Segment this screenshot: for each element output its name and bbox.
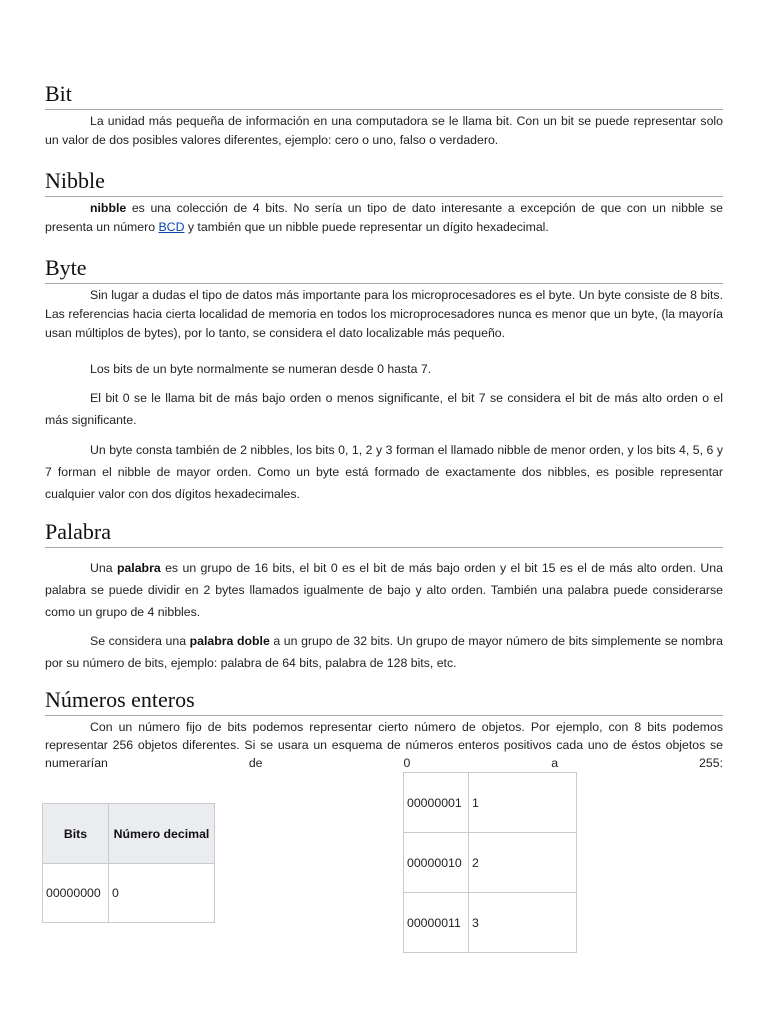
cell-bits: 00000000 <box>43 864 109 923</box>
cell-decimal: 2 <box>469 833 577 893</box>
paragraph-byte-2: Los bits de un byte normalmente se numeran desde 0 hasta 7. <box>90 362 432 376</box>
palabra-text-a: Una <box>90 561 117 575</box>
paragraph-byte-3: El bit 0 se le llama bit de más bajo orden o menos significante, el bit 7 se considera el bit de más alto orden o el más significante. <box>45 391 723 427</box>
paragraph-bit-1: La unidad más pequeña de información en una computadora se le llama bit. Con un bit se puede representar solo un valor de dos posibles valores diferentes, ejemplo: cero o uno, falso o verdadero. <box>45 114 723 147</box>
cell-bits: 00000001 <box>404 773 469 833</box>
term-palabra-doble: palabra doble <box>189 634 270 648</box>
nibble-text-b: y también que un nibble puede representar un dígito hexadecimal. <box>184 220 549 234</box>
paragraph-palabra-1 <box>45 557 723 623</box>
table-row <box>404 833 577 893</box>
term-nibble: nibble <box>90 201 127 215</box>
palabra-doble-text-a: Se considera una <box>90 634 190 648</box>
paragraph-byte-1: Sin lugar a dudas el tipo de datos más importante para los microprocesadores es el byte. Un byte consiste de 8 bits. Las referencias hacia cierta localidad de memoria en todos los microprocesadores nunca es menor que un byte, (la mayoría usan múltiplos de bytes), por lo tanto, se considera el dato localizable más pequeño. <box>45 288 723 340</box>
header-numero-decimal: Número decimal <box>109 804 215 864</box>
paragraph-byte-4: Un byte consta también de 2 nibbles, los bits 0, 1, 2 y 3 forman el llamado nibble de menor orden, y los bits 4, 5, 6 y 7 forman el nibble de mayor orden. Como un byte está formado de exactamente dos nibbles, es posible representar cualquier valor con dos dígitos hexadecimales. <box>45 443 723 501</box>
cell-bits: 00000011 <box>404 893 469 953</box>
heading-byte: Byte <box>45 254 723 284</box>
heading-numeros-enteros: Números enteros <box>45 686 723 716</box>
cell-decimal: 0 <box>109 864 215 923</box>
palabra-text-b: es un grupo de 16 bits, el bit 0 es el bit de más bajo orden y el bit 15 es el de más alto orden. Una palabra se puede dividir en 2 bytes llamados igualmente de bajo y alto orden. También una palabra puede considerarse como un grupo de 4 nibbles. <box>45 561 723 619</box>
table-header-row <box>43 804 215 864</box>
paragraph-palabra-2 <box>45 630 723 674</box>
bcd-link[interactable]: BCD <box>158 220 185 234</box>
article <box>45 80 723 772</box>
paragraph-nibble-1 <box>45 199 723 237</box>
paragraph-enteros-1: Con un número fijo de bits podemos representar cierto número de objetos. Por ejemplo, con 8 bits podemos representar 256 objetos diferentes. Si se usara un esquema de números enteros positivos cada uno de éstos objetos se numerarían de 0 a 255: <box>45 720 723 770</box>
cell-decimal: 1 <box>469 773 577 833</box>
bits-table-right <box>403 772 577 953</box>
table-row <box>404 893 577 953</box>
cell-bits: 00000010 <box>404 833 469 893</box>
bits-table-left <box>42 803 215 923</box>
heading-bit: Bit <box>45 80 723 110</box>
nibble-text-a: es una colección de 4 bits. No sería un tipo de dato interesante a excepción de que con un nibble se presenta un número <box>45 201 723 234</box>
palabra-doble-text-b: a un grupo de 32 bits. Un grupo de mayor número de bits simplemente se nombra por su número de bits, ejemplo: palabra de 64 bits, palabra de 128 bits, etc. <box>45 634 723 670</box>
term-palabra: palabra <box>116 561 161 575</box>
table-row <box>43 864 215 923</box>
heading-nibble: Nibble <box>45 167 723 197</box>
heading-palabra: Palabra <box>45 518 723 548</box>
table-row <box>404 773 577 833</box>
cell-decimal: 3 <box>469 893 577 953</box>
header-bits: Bits <box>43 804 109 864</box>
